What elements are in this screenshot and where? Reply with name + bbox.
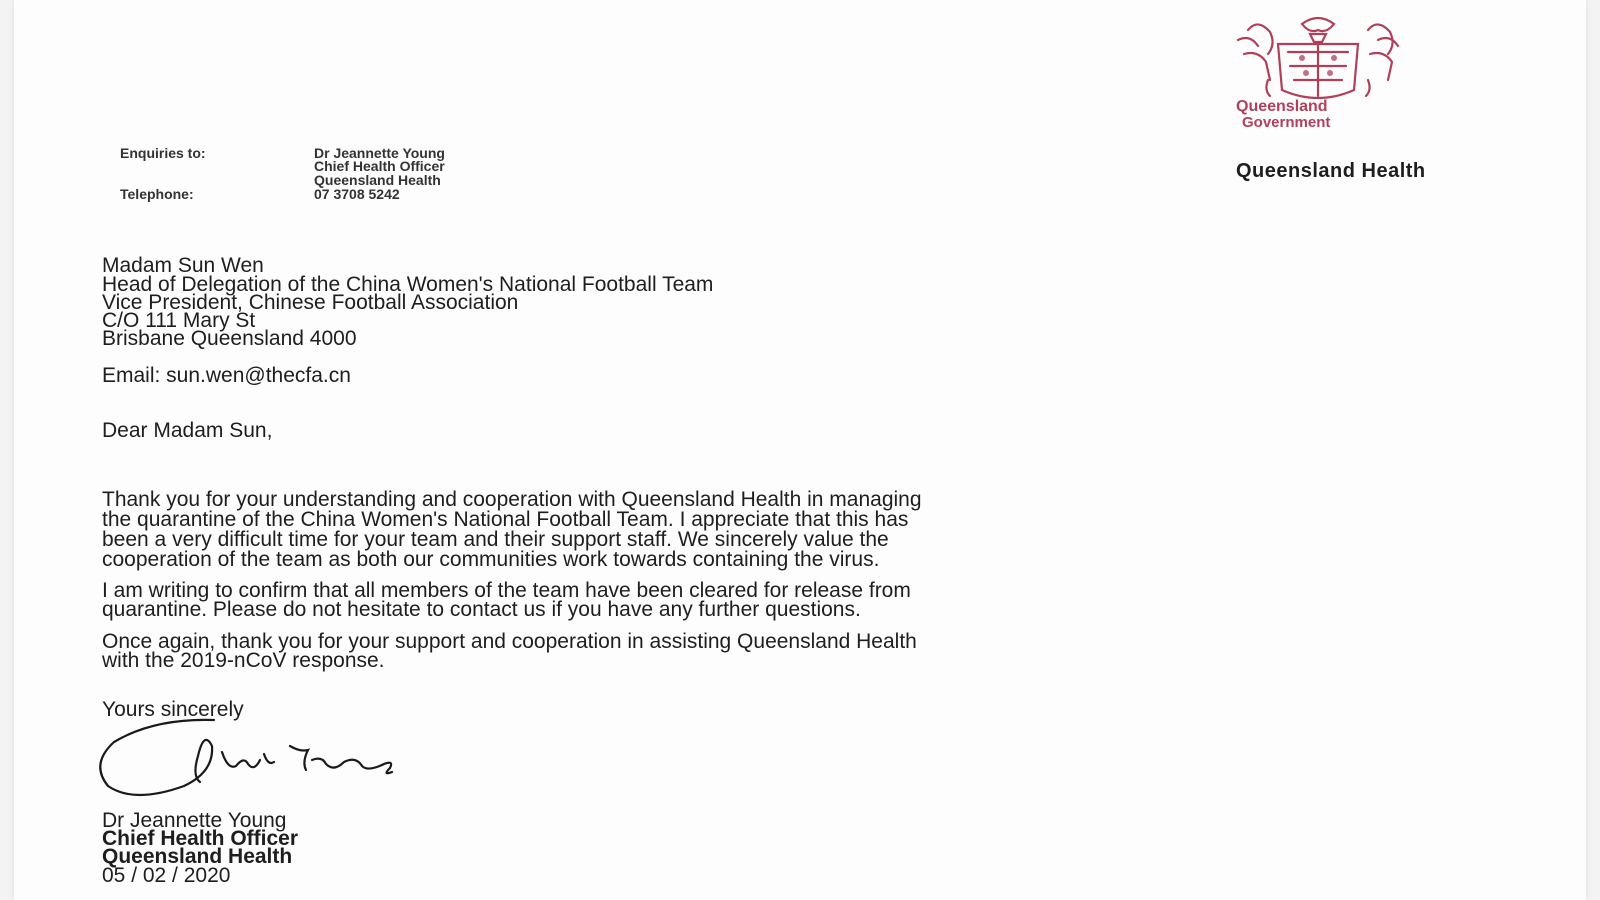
letter-page	[14, 0, 1586, 900]
enquiries-label: Enquiries to:	[120, 145, 206, 161]
recipient-line-2: Head of Delegation of the China Women's National Football Team	[102, 273, 714, 296]
recipient-email: Email: sun.wen@thecfa.cn	[102, 364, 351, 387]
logo-line-2: Government	[1242, 114, 1331, 131]
recipient-line-5: Brisbane Queensland 4000	[102, 327, 357, 350]
closing: Yours sincerely	[102, 698, 244, 721]
paragraph-2-line-2: quarantine. Please do not hesitate to contact us if you have any further questions.	[102, 598, 861, 621]
paragraph-3-line-1: Once again, thank you for your support and cooperation in assisting Queensland Health	[102, 630, 917, 653]
paragraph-1-line-3: been a very difficult time for your team and their support staff. We sincerely value the	[102, 528, 889, 551]
signatory-name: Dr Jeannette Young	[102, 809, 287, 832]
paragraph-1-line-2: the quarantine of the China Women's National Football Team. I appreciate that this has	[102, 508, 909, 531]
telephone-label: Telephone:	[120, 186, 194, 202]
paragraph-1-line-1: Thank you for your understanding and cooperation with Queensland Health in managing	[102, 488, 922, 511]
enquiries-line-1: Dr Jeannette Young	[314, 145, 445, 161]
signatory-date: 05 / 02 / 2020	[102, 864, 231, 887]
recipient-line-1: Madam Sun Wen	[102, 254, 264, 277]
recipient-line-4: C/O 111 Mary St	[102, 309, 256, 332]
paragraph-1-line-4: cooperation of the team as both our communities work towards containing the virus.	[102, 548, 880, 571]
paragraph-2-line-1: I am writing to confirm that all members of the team have been cleared for release from	[102, 579, 911, 602]
salutation: Dear Madam Sun,	[102, 419, 273, 442]
signatory-title: Chief Health Officer	[102, 827, 299, 850]
department-name: Queensland Health	[1236, 160, 1426, 182]
signatory-org: Queensland Health	[102, 845, 293, 868]
logo-line-1: Queensland	[1236, 98, 1328, 115]
recipient-line-3: Vice President, Chinese Football Association	[102, 291, 519, 314]
enquiries-line-3: Queensland Health	[314, 172, 441, 188]
handwritten-signature-icon	[94, 716, 414, 806]
telephone-value: 07 3708 5242	[314, 186, 400, 202]
paragraph-3-line-2: with the 2019-nCoV response.	[102, 649, 385, 672]
enquiries-line-2: Chief Health Officer	[314, 158, 445, 174]
